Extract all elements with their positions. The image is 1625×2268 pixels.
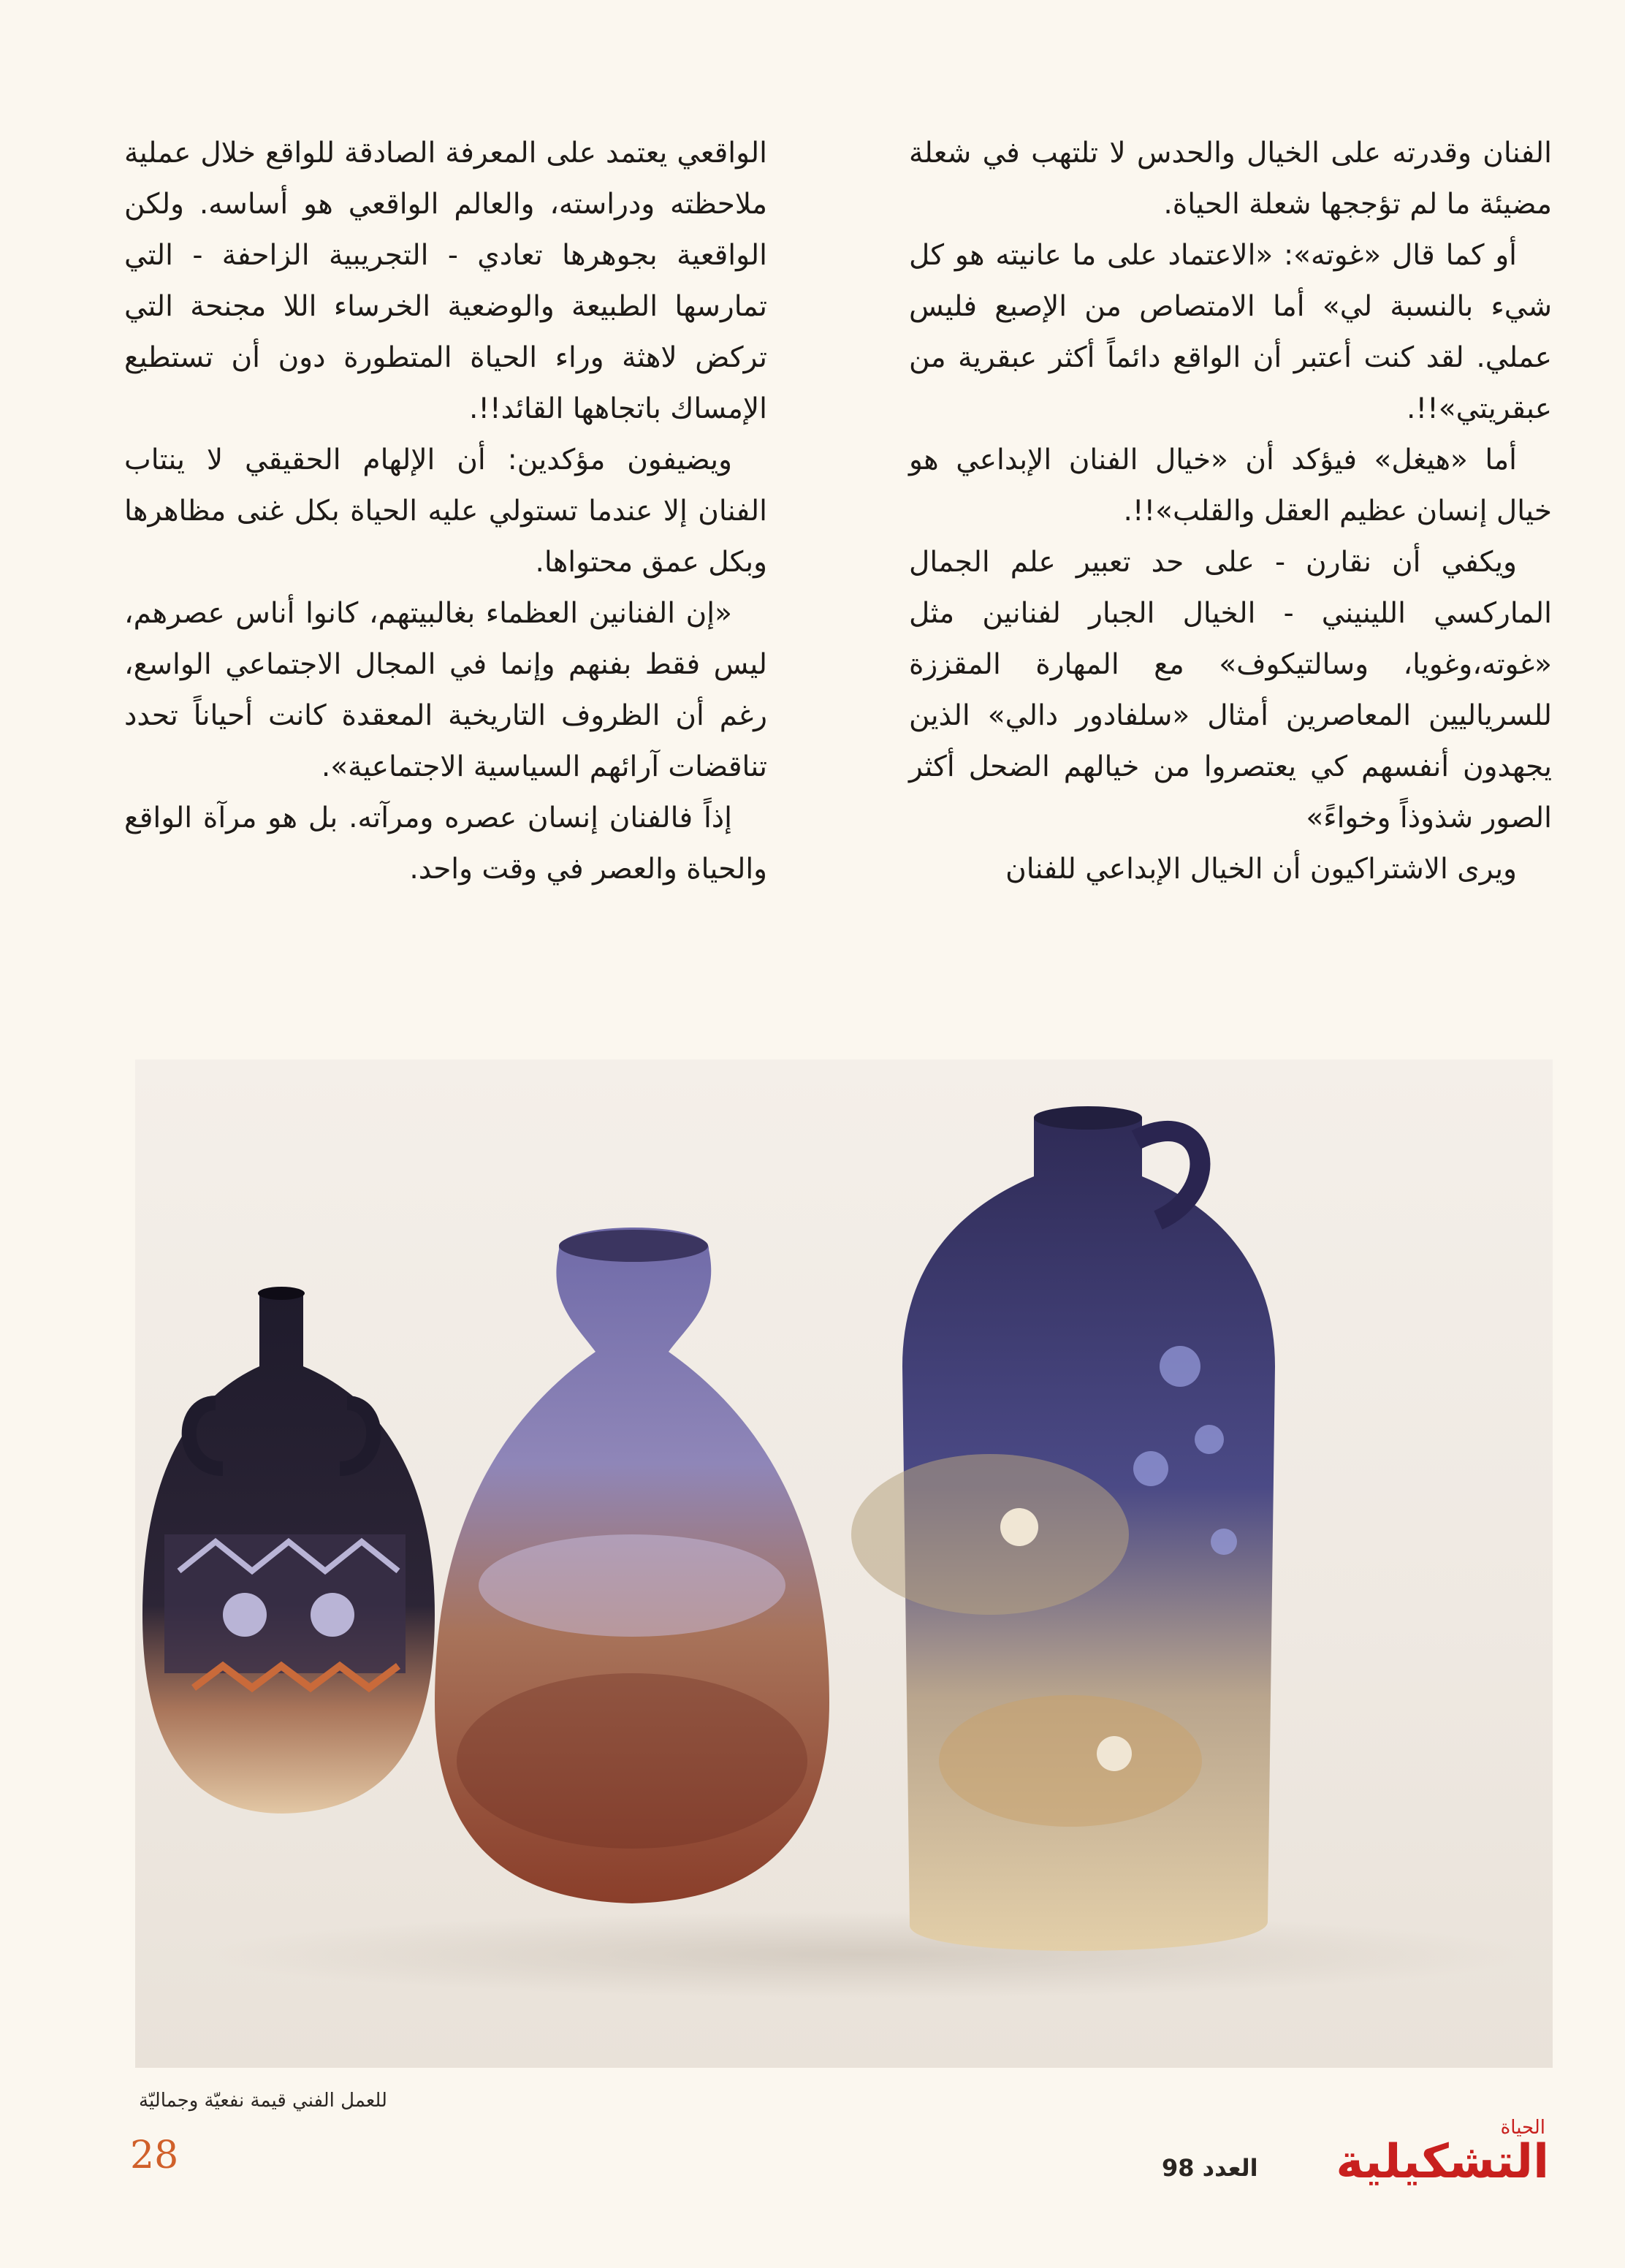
paragraph: ويضيفون مؤكدين: أن الإلهام الحقيقي لا ينتاب الفنان إلا عندما تستولي عليه الحياة بكل غنى مظاهرها وبكل عمق محتواها. xyxy=(124,444,767,579)
magazine-logo-icon xyxy=(1315,2104,1556,2192)
page-number: 28 xyxy=(130,2134,179,2177)
small-bottle-vase-icon xyxy=(142,1287,435,1814)
issue-label xyxy=(1162,2154,1258,2182)
article-column-right xyxy=(909,128,1552,895)
paragraph: الفنان وقدرته على الخيال والحدس لا تلتهب في شعلة مضيئة ما لم تؤججها شعلة الحياة. xyxy=(909,137,1552,221)
issue-number: 98 xyxy=(1162,2154,1195,2182)
tall-vase-icon xyxy=(851,1106,1275,1951)
paragraph: ويكفي أن نقارن - على حد تعبير علم الجمال الماركسي اللينيني - الخيال الجبار لفنانين مثل «غوته،وغويا، وسالتيكوف» مع المهارة المقززة للسرياليين المعاصرين أمثال «سلفادور دالي» الذين يجهدون أنفسهم كي يعتصروا من خيالهم الضحل أكثر الصور شذوذاً وخواءً» xyxy=(909,546,1552,834)
ceramic-vases-photo xyxy=(135,1059,1553,2068)
gourd-vase-icon xyxy=(435,1228,829,1903)
logo-main-text: التشكيلية xyxy=(1336,2135,1549,2189)
paragraph: الواقعي يعتمد على المعرفة الصادقة للواقع خلال عملية ملاحظته ودراسته، والعالم الواقعي هو أساسه. ولكن الواقعية بجوهرها تعادي - التجريبية الزاحفة - التي تمارسها الطبيعة والوضعية الخرساء اللا مجنحة التي تركض لاهثة وراء الحياة المتطورة دون أن تستطيع الإمساك باتجاهها القائد!!. xyxy=(124,137,767,425)
issue-word: العدد xyxy=(1202,2154,1258,2182)
logo-small-text: الحياة xyxy=(1500,2117,1545,2139)
vases-illustration xyxy=(135,1059,1553,2068)
paragraph: أو كما قال «غوته»: «الاعتماد على ما عانيته هو كل شيء بالنسبة لي» أما الامتصاص من الإصبع فليس عملي. لقد كنت أعتبر أن الواقع دائماً أكثر عبقرية من عبقريتي»!!. xyxy=(909,239,1552,425)
paragraph: ويرى الاشتراكيون أن الخيال الإبداعي للفنان xyxy=(1005,853,1517,886)
paragraph: «إن الفنانين العظماء بغالبيتهم، كانوا أناس عصرهم، ليس فقط بفنهم وإنما في المجال الاجتماعي الواسع، رغم أن الظروف التاريخية المعقدة كانت أحياناً تحدد تناقضات آرائهم السياسية الاجتماعية». xyxy=(124,597,767,783)
article-column-left xyxy=(124,128,767,895)
photo-caption: للعمل الفني قيمة نفعيّة وجماليّة xyxy=(139,2090,387,2112)
paragraph: إذاً فالفنان إنسان عصره ومرآته. بل هو مرآة الواقع والحياة والعصر في وقت واحد. xyxy=(124,802,767,886)
paragraph: أما «هيغل» فيؤكد أن «خيال الفنان الإبداعي هو خيال إنسان عظيم العقل والقلب»!!. xyxy=(909,444,1552,528)
